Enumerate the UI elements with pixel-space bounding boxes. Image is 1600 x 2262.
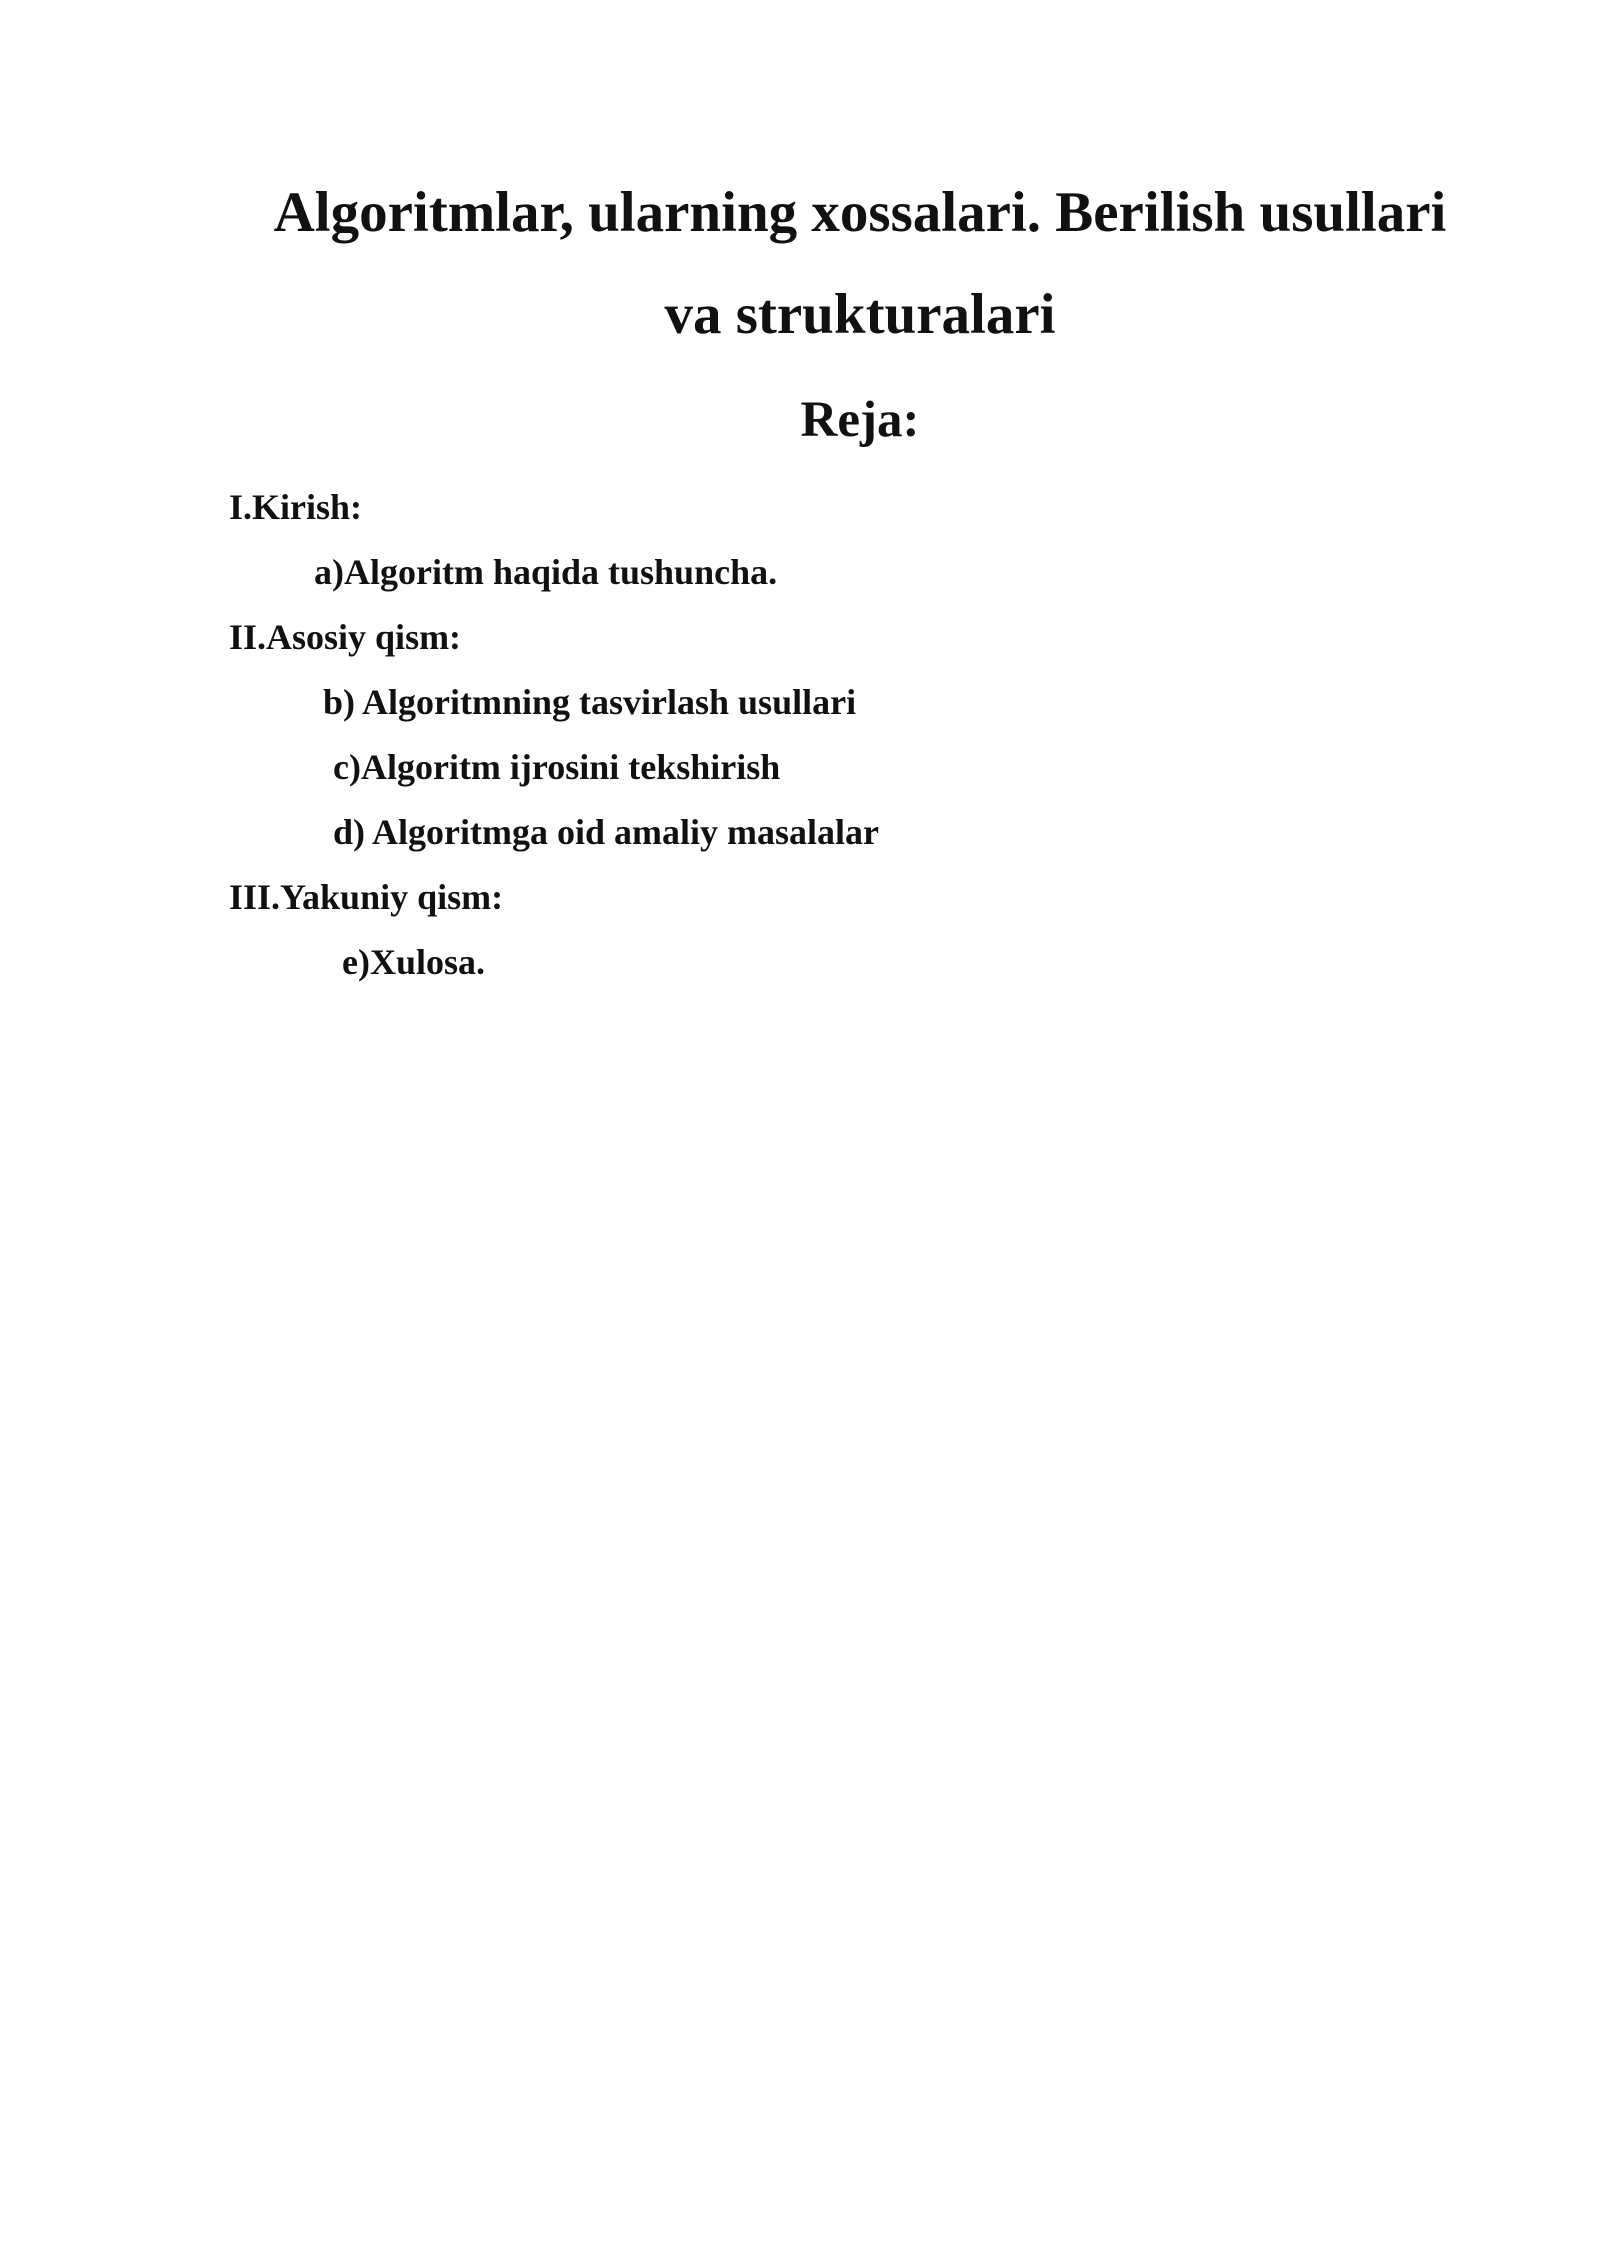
- plan-section-conclusion: III.Yakuniy qism:: [229, 877, 504, 917]
- plan-heading: Reja:: [800, 392, 920, 448]
- plan-item-b: b) Algoritmning tasvirlash usullari: [323, 682, 857, 722]
- plan-section-introduction: I.Kirish:: [229, 487, 363, 527]
- plan-item-e: e)Xulosa.: [342, 942, 485, 982]
- document-title-line-2: va strukturalari: [664, 283, 1056, 346]
- plan-item-d: d) Algoritmga oid amaliy masalalar: [333, 812, 879, 852]
- document-title-line-1: Algoritmlar, ularning xossalari. Berilish usullari: [273, 181, 1447, 244]
- plan-item-a: a)Algoritm haqida tushuncha.: [314, 552, 778, 592]
- plan-section-main: II.Asosiy qism:: [229, 617, 462, 657]
- plan-item-c: c)Algoritm ijrosini tekshirish: [333, 747, 781, 787]
